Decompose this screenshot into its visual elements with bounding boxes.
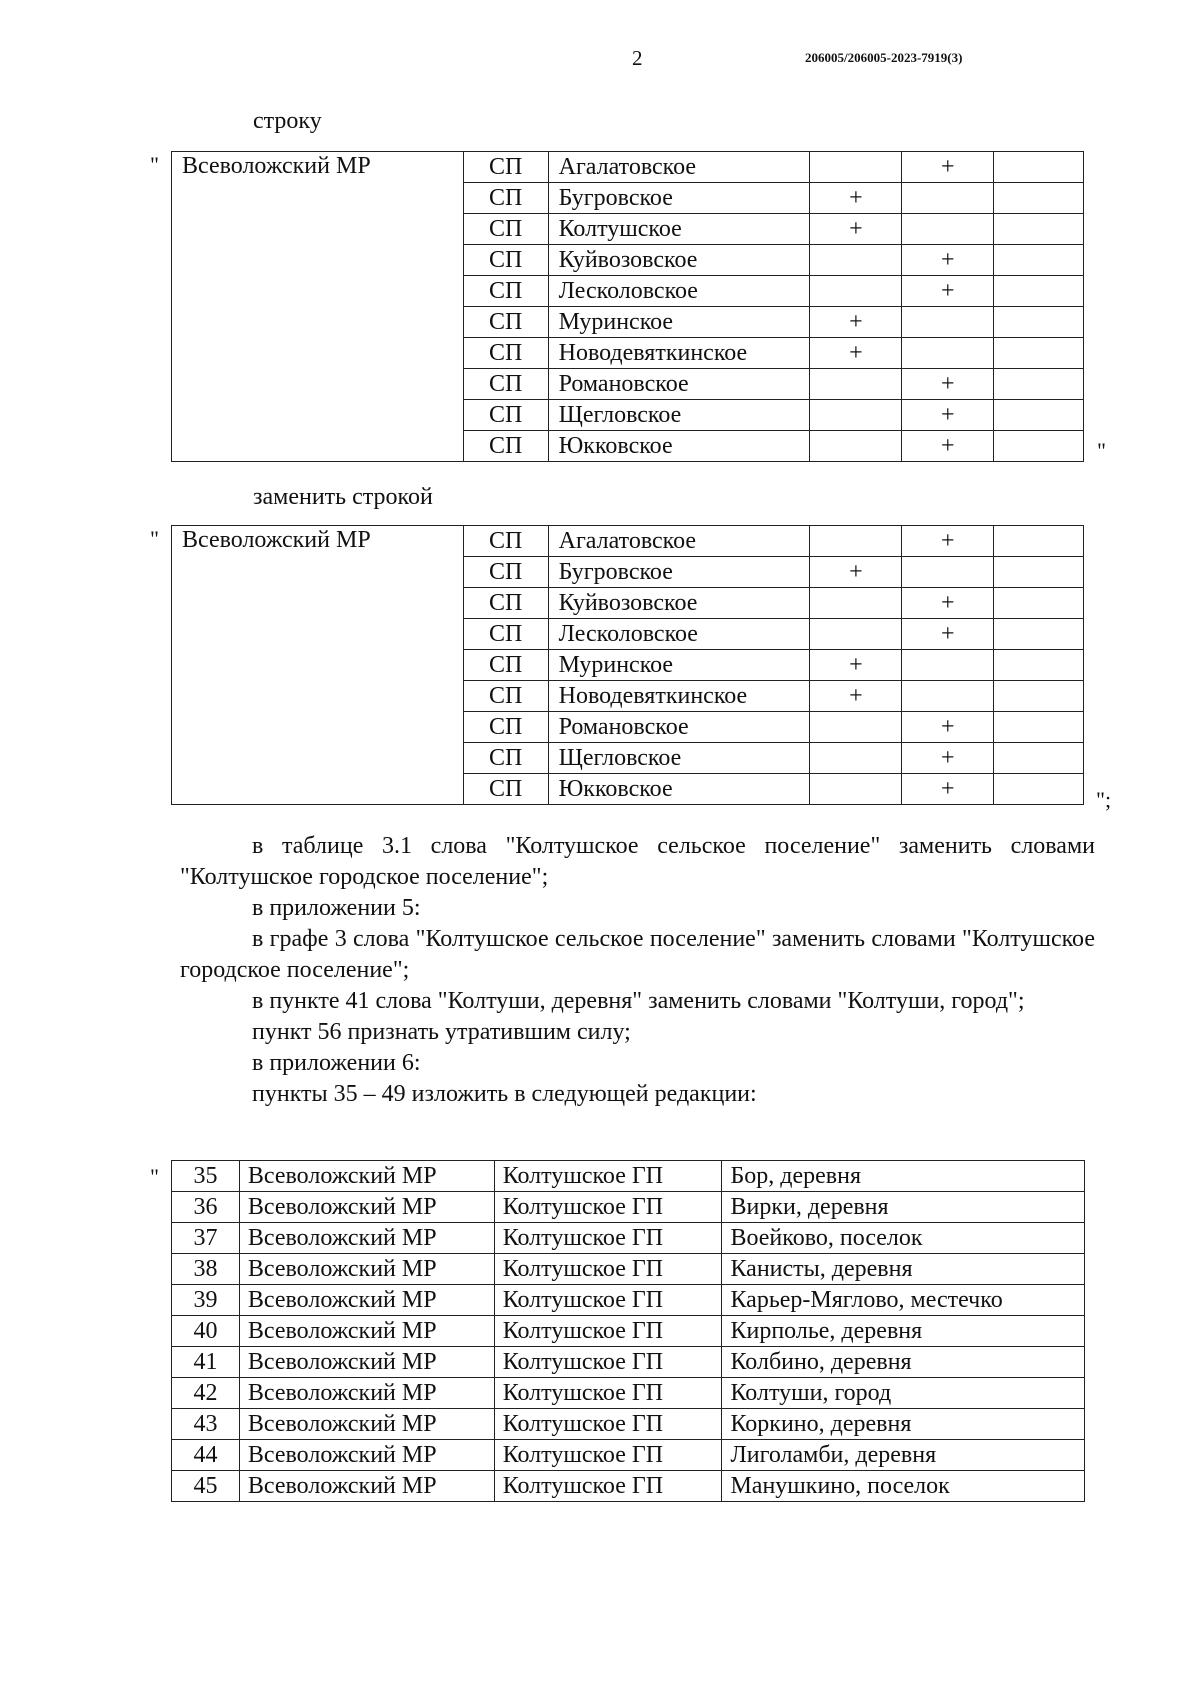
type-cell: СП	[463, 152, 548, 183]
table-old	[171, 151, 1084, 462]
mark-cell-1	[810, 369, 902, 400]
locality-cell: Вирки, деревня	[722, 1192, 1085, 1223]
mark-cell-3	[994, 183, 1084, 214]
district-cell: Всеволожский МР	[172, 152, 464, 462]
mark-cell-1	[810, 743, 902, 774]
mark-cell-2: +	[902, 276, 994, 307]
open-quote-2: "	[150, 526, 159, 551]
settlement-name-cell: Агалатовское	[548, 526, 810, 557]
locality-cell: Воейково, поселок	[722, 1223, 1085, 1254]
mark-cell-3	[994, 588, 1084, 619]
mark-cell-1: +	[810, 338, 902, 369]
table-row	[172, 1440, 1085, 1471]
settlement-name-cell: Романовское	[548, 712, 810, 743]
district-cell: Всеволожский МР	[239, 1285, 494, 1316]
table-row	[172, 1254, 1085, 1285]
label-row: строку	[253, 108, 322, 134]
mark-cell-1: +	[810, 214, 902, 245]
type-cell: СП	[463, 774, 548, 805]
mark-cell-3	[994, 245, 1084, 276]
mark-cell-2	[902, 557, 994, 588]
mark-cell-2	[902, 338, 994, 369]
mark-cell-2: +	[902, 245, 994, 276]
mark-cell-2: +	[902, 369, 994, 400]
type-cell: СП	[463, 588, 548, 619]
table-new	[171, 525, 1084, 805]
district-cell: Всеволожский МР	[239, 1440, 494, 1471]
table-row	[172, 1192, 1085, 1223]
close-quote-1: "	[1097, 438, 1106, 463]
mark-cell-1	[810, 526, 902, 557]
locality-cell: Кирполье, деревня	[722, 1316, 1085, 1347]
mark-cell-1: +	[810, 681, 902, 712]
mark-cell-1	[810, 276, 902, 307]
type-cell: СП	[463, 338, 548, 369]
paragraph-5: пункт 56 признать утратившим силу;	[252, 1019, 631, 1045]
settlement-cell: Колтушское ГП	[494, 1161, 722, 1192]
settlement-name-cell: Новодевяткинское	[548, 338, 810, 369]
settlement-cell: Колтушское ГП	[494, 1471, 722, 1502]
settlement-name-cell: Новодевяткинское	[548, 681, 810, 712]
mark-cell-1: +	[810, 183, 902, 214]
paragraph-4: в пункте 41 слова "Колтуши, деревня" заменить словами "Колтуши, город";	[252, 988, 1025, 1014]
settlement-name-cell: Лесколовское	[548, 276, 810, 307]
table-points	[171, 1160, 1085, 1502]
settlement-cell: Колтушское ГП	[494, 1316, 722, 1347]
district-cell: Всеволожский МР	[239, 1347, 494, 1378]
mark-cell-1	[810, 431, 902, 462]
locality-cell: Колбино, деревня	[722, 1347, 1085, 1378]
document-id: 206005/206005-2023-7919(3)	[805, 50, 963, 65]
mark-cell-3	[994, 338, 1084, 369]
mark-cell-3	[994, 650, 1084, 681]
type-cell: СП	[463, 526, 548, 557]
mark-cell-3	[994, 369, 1084, 400]
page-number: 2	[632, 46, 643, 70]
mark-cell-2: +	[902, 431, 994, 462]
point-number-cell: 43	[172, 1409, 240, 1440]
locality-cell: Манушкино, поселок	[722, 1471, 1085, 1502]
point-number-cell: 38	[172, 1254, 240, 1285]
type-cell: СП	[463, 369, 548, 400]
district-cell: Всеволожский МР	[239, 1316, 494, 1347]
table-row	[172, 1378, 1085, 1409]
mark-cell-2	[902, 307, 994, 338]
mark-cell-1: +	[810, 307, 902, 338]
locality-cell: Канисты, деревня	[722, 1254, 1085, 1285]
mark-cell-3	[994, 400, 1084, 431]
table-row	[172, 1471, 1085, 1502]
settlement-name-cell: Бугровское	[548, 557, 810, 588]
mark-cell-3	[994, 557, 1084, 588]
mark-cell-2	[902, 681, 994, 712]
mark-cell-1	[810, 245, 902, 276]
mark-cell-2: +	[902, 526, 994, 557]
settlement-cell: Колтушское ГП	[494, 1192, 722, 1223]
mark-cell-2: +	[902, 774, 994, 805]
type-cell: СП	[463, 276, 548, 307]
mark-cell-3	[994, 743, 1084, 774]
label-replace: заменить строкой	[253, 484, 433, 510]
mark-cell-1	[810, 619, 902, 650]
district-cell: Всеволожский МР	[239, 1223, 494, 1254]
type-cell: СП	[463, 400, 548, 431]
district-cell: Всеволожский МР	[239, 1161, 494, 1192]
mark-cell-1: +	[810, 650, 902, 681]
type-cell: СП	[463, 619, 548, 650]
type-cell: СП	[463, 743, 548, 774]
mark-cell-1: +	[810, 557, 902, 588]
district-cell: Всеволожский МР	[239, 1471, 494, 1502]
settlement-name-cell: Юкковское	[548, 431, 810, 462]
settlement-cell: Колтушское ГП	[494, 1285, 722, 1316]
point-number-cell: 40	[172, 1316, 240, 1347]
settlement-cell: Колтушское ГП	[494, 1347, 722, 1378]
mark-cell-1	[810, 152, 902, 183]
type-cell: СП	[463, 307, 548, 338]
mark-cell-3	[994, 619, 1084, 650]
close-quote-2: ";	[1096, 787, 1112, 812]
settlement-cell: Колтушское ГП	[494, 1378, 722, 1409]
mark-cell-2: +	[902, 712, 994, 743]
mark-cell-3	[994, 774, 1084, 805]
settlement-name-cell: Лесколовское	[548, 619, 810, 650]
mark-cell-3	[994, 152, 1084, 183]
settlement-name-cell: Романовское	[548, 369, 810, 400]
point-number-cell: 35	[172, 1161, 240, 1192]
table-row	[172, 1161, 1085, 1192]
district-cell: Всеволожский МР	[239, 1409, 494, 1440]
settlement-name-cell: Муринское	[548, 650, 810, 681]
type-cell: СП	[463, 681, 548, 712]
mark-cell-1	[810, 774, 902, 805]
settlement-cell: Колтушское ГП	[494, 1223, 722, 1254]
paragraph-1: в таблице 3.1 слова "Колтушское сельское поселение" заменить словами "Колтушское городское поселение";	[180, 833, 1095, 890]
settlement-name-cell: Щегловское	[548, 743, 810, 774]
table-row	[172, 526, 1084, 557]
mark-cell-2	[902, 650, 994, 681]
locality-cell: Лиголамби, деревня	[722, 1440, 1085, 1471]
settlement-name-cell: Куйвозовское	[548, 245, 810, 276]
point-number-cell: 36	[172, 1192, 240, 1223]
district-cell: Всеволожский МР	[239, 1254, 494, 1285]
settlement-name-cell: Бугровское	[548, 183, 810, 214]
table-row	[172, 1316, 1085, 1347]
paragraph-3: в графе 3 слова "Колтушское сельское поселение" заменить словами "Колтушское городское поселение";	[180, 926, 1095, 983]
district-cell: Всеволожский МР	[239, 1378, 494, 1409]
settlement-cell: Колтушское ГП	[494, 1409, 722, 1440]
settlement-name-cell: Щегловское	[548, 400, 810, 431]
type-cell: СП	[463, 183, 548, 214]
type-cell: СП	[463, 557, 548, 588]
point-number-cell: 42	[172, 1378, 240, 1409]
settlement-cell: Колтушское ГП	[494, 1440, 722, 1471]
table-row	[172, 1347, 1085, 1378]
table-row	[172, 152, 1084, 183]
mark-cell-2: +	[902, 743, 994, 774]
mark-cell-2: +	[902, 152, 994, 183]
type-cell: СП	[463, 650, 548, 681]
type-cell: СП	[463, 431, 548, 462]
mark-cell-3	[994, 712, 1084, 743]
locality-cell: Карьер-Мяглово, местечко	[722, 1285, 1085, 1316]
settlement-name-cell: Юкковское	[548, 774, 810, 805]
locality-cell: Бор, деревня	[722, 1161, 1085, 1192]
point-number-cell: 44	[172, 1440, 240, 1471]
mark-cell-2: +	[902, 619, 994, 650]
table-row	[172, 1409, 1085, 1440]
type-cell: СП	[463, 245, 548, 276]
settlement-name-cell: Муринское	[548, 307, 810, 338]
open-quote-3: "	[150, 1164, 159, 1189]
locality-cell: Колтуши, город	[722, 1378, 1085, 1409]
mark-cell-1	[810, 712, 902, 743]
mark-cell-3	[994, 214, 1084, 245]
mark-cell-3	[994, 307, 1084, 338]
point-number-cell: 37	[172, 1223, 240, 1254]
point-number-cell: 45	[172, 1471, 240, 1502]
table-row	[172, 1223, 1085, 1254]
settlement-name-cell: Колтушское	[548, 214, 810, 245]
mark-cell-3	[994, 681, 1084, 712]
mark-cell-3	[994, 276, 1084, 307]
mark-cell-2: +	[902, 400, 994, 431]
settlement-cell: Колтушское ГП	[494, 1254, 722, 1285]
type-cell: СП	[463, 214, 548, 245]
point-number-cell: 39	[172, 1285, 240, 1316]
open-quote-1: "	[150, 152, 159, 177]
mark-cell-1	[810, 588, 902, 619]
mark-cell-2	[902, 183, 994, 214]
point-number-cell: 41	[172, 1347, 240, 1378]
settlement-name-cell: Агалатовское	[548, 152, 810, 183]
locality-cell: Коркино, деревня	[722, 1409, 1085, 1440]
type-cell: СП	[463, 712, 548, 743]
mark-cell-3	[994, 526, 1084, 557]
paragraph-7: пункты 35 – 49 изложить в следующей редакции:	[252, 1081, 757, 1107]
mark-cell-3	[994, 431, 1084, 462]
district-cell: Всеволожский МР	[172, 526, 464, 805]
mark-cell-2: +	[902, 588, 994, 619]
body-text	[180, 831, 1095, 1110]
settlement-name-cell: Куйвозовское	[548, 588, 810, 619]
mark-cell-2	[902, 214, 994, 245]
paragraph-2: в приложении 5:	[252, 895, 421, 921]
mark-cell-1	[810, 400, 902, 431]
table-row	[172, 1285, 1085, 1316]
paragraph-6: в приложении 6:	[252, 1050, 421, 1076]
district-cell: Всеволожский МР	[239, 1192, 494, 1223]
